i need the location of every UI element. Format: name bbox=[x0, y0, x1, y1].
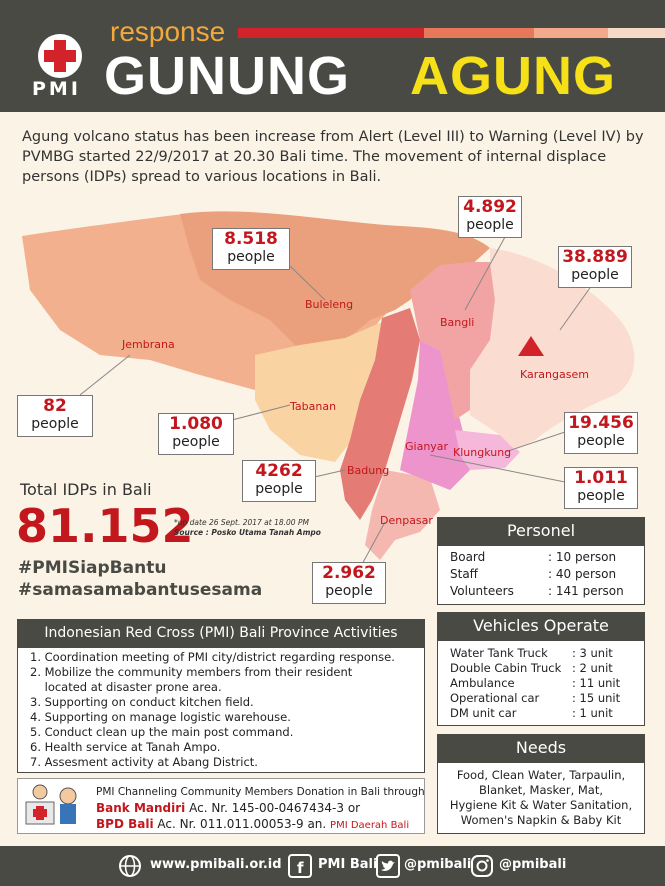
callout-badung bbox=[242, 460, 316, 502]
account-holder: PMI Daerah Bali bbox=[330, 820, 410, 831]
callout-number: 8.518 bbox=[224, 229, 278, 249]
callout-denpasar bbox=[312, 562, 386, 604]
callout-label: people bbox=[325, 583, 373, 599]
donation-line-1 bbox=[96, 801, 360, 815]
callout-number: 19.456 bbox=[568, 413, 634, 433]
intro-paragraph: Agung volcano status has been increase from Alert (Level III) to Warning (Level IV) by PVMBG started 22/9/2017 at 20.30 Bali time. The movement of internal displace persons (IDPs) spread to various locations in Bali. bbox=[22, 129, 644, 185]
title-gunung: GUNUNG bbox=[104, 46, 350, 106]
activity-item: 6. Health service at Tanah Ampo. bbox=[30, 740, 221, 754]
donation-line-2 bbox=[96, 817, 409, 831]
twitter-icon bbox=[376, 854, 400, 878]
volunteers-illustration-icon bbox=[22, 782, 88, 830]
callout-number: 4.892 bbox=[463, 197, 517, 217]
needs-line: Women's Napkin & Baby Kit bbox=[460, 813, 622, 827]
needs-title: Needs bbox=[437, 734, 645, 762]
hashtag-1: #PMISiapBantu bbox=[18, 558, 167, 578]
activity-item: 3. Supporting on conduct kitchen field. bbox=[30, 695, 254, 709]
personel-value: : 141 person bbox=[548, 584, 624, 598]
svg-text:f: f bbox=[297, 859, 304, 877]
callout-label: people bbox=[577, 433, 625, 449]
label-klungkung: Klungkung bbox=[453, 446, 512, 459]
activity-item: 2. Mobilize the community members from their resident bbox=[30, 665, 353, 679]
callout-number: 38.889 bbox=[562, 247, 628, 267]
title-agung: AGUNG bbox=[410, 46, 616, 106]
callout-buleleng bbox=[212, 228, 290, 270]
vehicle-label: Ambulance bbox=[450, 676, 515, 690]
update-date: *up date 26 Sept. 2017 at 18.00 PM bbox=[174, 518, 309, 527]
vehicle-label: Water Tank Truck bbox=[450, 646, 548, 660]
bank-bpd: BPD Bali bbox=[96, 817, 154, 831]
activity-item: 5. Conduct clean up the main post command. bbox=[30, 725, 294, 739]
callout-karangasem bbox=[558, 246, 632, 288]
callout-label: people bbox=[571, 267, 619, 283]
label-bangli: Bangli bbox=[440, 316, 475, 329]
personel-value: : 40 person bbox=[548, 567, 617, 581]
twitter-link[interactable]: @pmibali bbox=[404, 857, 472, 872]
account-mandiri: Ac. Nr. 145-00-0467434-3 or bbox=[189, 801, 361, 815]
label-jembrana: Jembrana bbox=[122, 338, 175, 351]
donation-intro: PMI Channeling Community Members Donation in Bali through bbox=[96, 786, 425, 798]
label-buleleng: Buleleng bbox=[305, 298, 354, 311]
account-bpd: Ac. Nr. 011.011.00053-9 an. bbox=[157, 817, 327, 831]
total-value: 81.152 bbox=[16, 499, 194, 553]
callout-tabanan bbox=[158, 413, 234, 455]
callout-gianyar bbox=[564, 467, 638, 509]
instagram-link[interactable]: @pmibali bbox=[499, 857, 567, 872]
activities-title: Indonesian Red Cross (PMI) Bali Province Activities bbox=[17, 619, 425, 647]
callout-label: people bbox=[172, 434, 220, 450]
callout-label: people bbox=[466, 217, 514, 233]
callout-bangli bbox=[458, 196, 522, 238]
callout-number: 2.962 bbox=[322, 563, 376, 583]
vehicle-value: : 3 unit bbox=[572, 646, 613, 660]
personel-label: Staff bbox=[450, 567, 478, 581]
personel-label: Board bbox=[450, 550, 486, 564]
vehicle-label: Double Cabin Truck bbox=[450, 661, 562, 675]
vehicle-value: : 2 unit bbox=[572, 661, 613, 675]
callout-label: people bbox=[227, 249, 275, 265]
personel-label: Volunteers bbox=[450, 584, 514, 598]
callout-jembrana bbox=[17, 395, 93, 437]
activity-item: 1. Coordination meeting of PMI city/district regarding response. bbox=[30, 650, 395, 664]
globe-icon bbox=[118, 854, 142, 878]
label-tabanan: Tabanan bbox=[290, 400, 337, 413]
label-badung: Badung bbox=[347, 464, 390, 477]
personel-value: : 10 person bbox=[548, 550, 617, 564]
header-subtitle: response bbox=[110, 16, 226, 47]
vehicle-value: : 15 unit bbox=[572, 691, 621, 705]
instagram-icon bbox=[470, 854, 494, 878]
callout-number: 82 bbox=[43, 396, 67, 416]
vehicle-label: DM unit car bbox=[450, 706, 517, 720]
vehicle-value: : 11 unit bbox=[572, 676, 621, 690]
facebook-link[interactable]: PMI Bali bbox=[318, 857, 378, 872]
callout-label: people bbox=[31, 416, 79, 432]
org-name: PMI bbox=[32, 78, 81, 100]
callout-label: people bbox=[255, 481, 303, 497]
vehicle-label: Operational car bbox=[450, 691, 540, 705]
activity-item: located at disaster prone area. bbox=[30, 680, 222, 694]
needs-line: Food, Clean Water, Tarpaulin, bbox=[456, 768, 626, 782]
callout-label: people bbox=[577, 488, 625, 504]
callout-klungkung bbox=[564, 412, 638, 454]
vehicle-value: : 1 unit bbox=[572, 706, 613, 720]
callout-number: 1.080 bbox=[169, 414, 223, 434]
footer bbox=[0, 846, 665, 886]
update-source: Source : Posko Utama Tanah Ampo bbox=[174, 528, 321, 537]
activity-item: 4. Supporting on manage logistic warehouse. bbox=[30, 710, 291, 724]
label-denpasar: Denpasar bbox=[380, 514, 433, 527]
needs-line: Hygiene Kit & Water Sanitation, bbox=[449, 798, 633, 812]
activity-item: 7. Assesment activity at Abang District. bbox=[30, 755, 258, 769]
bank-mandiri: Bank Mandiri bbox=[96, 801, 186, 815]
total-label: Total IDPs in Bali bbox=[20, 480, 152, 499]
callout-number: 1.011 bbox=[574, 468, 628, 488]
vehicles-title: Vehicles Operate bbox=[437, 612, 645, 640]
callout-number: 4262 bbox=[255, 461, 303, 481]
update-note bbox=[174, 518, 321, 538]
needs-line: Blanket, Masker, Mat, bbox=[478, 783, 604, 797]
hashtag-2: #samasamabantusesama bbox=[18, 580, 263, 600]
label-karangasem: Karangasem bbox=[520, 368, 589, 381]
personel-title: Personel bbox=[437, 517, 645, 545]
facebook-icon bbox=[288, 854, 312, 878]
label-gianyar: Gianyar bbox=[405, 440, 449, 453]
website-link[interactable]: www.pmibali.or.id bbox=[150, 857, 282, 872]
